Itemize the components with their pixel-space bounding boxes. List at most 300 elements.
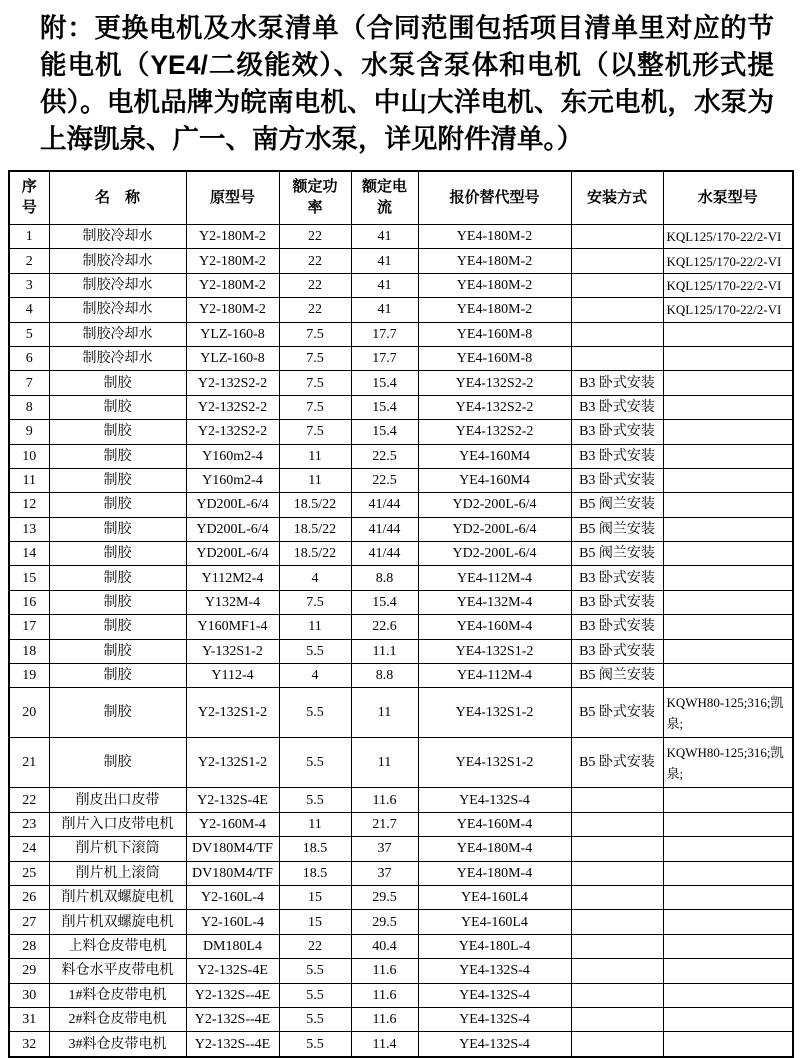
col-install-method-cell <box>571 885 663 909</box>
col-rated-power-cell: 7.5 <box>279 395 351 419</box>
col-original-model-cell: Y2-160L-4 <box>186 910 279 934</box>
col-original-model-cell: Y2-180M-2 <box>186 225 279 249</box>
table-row <box>9 468 793 492</box>
col-pump-model-cell <box>663 812 793 836</box>
col-name-cell: 制胶冷却水 <box>49 225 186 249</box>
col-rated-power-cell: 11 <box>279 812 351 836</box>
col-index-cell: 14 <box>9 542 49 566</box>
col-rated-current-cell: 15.4 <box>351 420 418 444</box>
col-replacement-model-cell: YE4-180M-4 <box>418 861 571 885</box>
col-index-cell: 2 <box>9 249 49 273</box>
col-pump-model-cell <box>663 542 793 566</box>
col-install-method-cell <box>571 225 663 249</box>
table-row <box>9 812 793 836</box>
table-row <box>9 861 793 885</box>
col-pump-model-cell: KQL125/170-22/2-VI <box>663 273 793 297</box>
col-rated-current-cell: 41 <box>351 298 418 322</box>
header-col-install-method: 安装方式 <box>571 171 663 225</box>
table-row <box>9 517 793 541</box>
col-original-model-cell: Y2-180M-2 <box>186 249 279 273</box>
col-index-cell: 10 <box>9 444 49 468</box>
col-pump-model-cell: KQL125/170-22/2-VI <box>663 298 793 322</box>
col-index-cell: 21 <box>9 738 49 788</box>
col-rated-power-cell: 5.5 <box>279 788 351 812</box>
col-install-method-cell: B5 阀兰安装 <box>571 517 663 541</box>
col-rated-power-cell: 7.5 <box>279 590 351 614</box>
table-row <box>9 298 793 322</box>
col-name-cell: 1#料仓皮带电机 <box>49 983 186 1007</box>
col-name-cell: 制胶 <box>49 493 186 517</box>
col-replacement-model-cell: YE4-132S1-2 <box>418 688 571 738</box>
col-original-model-cell: DV180M4/TF <box>186 861 279 885</box>
col-replacement-model-cell: YE4-160L4 <box>418 910 571 934</box>
col-index-cell: 11 <box>9 468 49 492</box>
col-install-method-cell <box>571 298 663 322</box>
col-rated-current-cell: 41 <box>351 249 418 273</box>
col-install-method-cell <box>571 934 663 958</box>
col-replacement-model-cell: YE4-160M-4 <box>418 812 571 836</box>
col-name-cell: 削皮出口皮带 <box>49 788 186 812</box>
col-rated-power-cell: 15 <box>279 910 351 934</box>
col-pump-model-cell <box>663 934 793 958</box>
table-row <box>9 885 793 909</box>
col-index-cell: 20 <box>9 688 49 738</box>
col-replacement-model-cell: YE4-160M4 <box>418 468 571 492</box>
col-index-cell: 9 <box>9 420 49 444</box>
col-name-cell: 制胶冷却水 <box>49 249 186 273</box>
col-original-model-cell: YD200L-6/4 <box>186 542 279 566</box>
header-col-pump-model: 水泵型号 <box>663 171 793 225</box>
col-rated-power-cell: 18.5 <box>279 861 351 885</box>
col-rated-current-cell: 8.8 <box>351 566 418 590</box>
col-index-cell: 4 <box>9 298 49 322</box>
col-rated-current-cell: 15.4 <box>351 590 418 614</box>
col-original-model-cell: Y-132S1-2 <box>186 639 279 663</box>
table-row <box>9 346 793 370</box>
col-pump-model-cell: KQL125/170-22/2-VI <box>663 249 793 273</box>
header-col-index: 序号 <box>9 171 49 225</box>
col-replacement-model-cell: YE4-132S1-2 <box>418 639 571 663</box>
col-rated-current-cell: 41/44 <box>351 542 418 566</box>
col-pump-model-cell <box>663 1032 793 1057</box>
col-name-cell: 3#料仓皮带电机 <box>49 1032 186 1057</box>
col-replacement-model-cell: YE4-180M-2 <box>418 298 571 322</box>
header-col-original-model: 原型号 <box>186 171 279 225</box>
col-original-model-cell: Y2-160L-4 <box>186 885 279 909</box>
col-name-cell: 制胶 <box>49 517 186 541</box>
col-index-cell: 26 <box>9 885 49 909</box>
col-replacement-model-cell: YD2-200L-6/4 <box>418 542 571 566</box>
col-original-model-cell: Y2-132S-4E <box>186 959 279 983</box>
col-install-method-cell: B3 卧式安装 <box>571 566 663 590</box>
col-name-cell: 制胶 <box>49 738 186 788</box>
col-pump-model-cell: KQL125/170-22/2-VI <box>663 225 793 249</box>
col-rated-current-cell: 11.4 <box>351 1032 418 1057</box>
col-replacement-model-cell: YE4-160M-8 <box>418 346 571 370</box>
col-index-cell: 5 <box>9 322 49 346</box>
col-rated-current-cell: 37 <box>351 837 418 861</box>
col-install-method-cell: B5 卧式安装 <box>571 688 663 738</box>
col-install-method-cell: B3 卧式安装 <box>571 395 663 419</box>
col-rated-power-cell: 4 <box>279 566 351 590</box>
col-original-model-cell: Y112-4 <box>186 664 279 688</box>
col-rated-power-cell: 22 <box>279 298 351 322</box>
col-index-cell: 18 <box>9 639 49 663</box>
col-replacement-model-cell: YE4-180M-2 <box>418 273 571 297</box>
col-name-cell: 削片机上滚筒 <box>49 861 186 885</box>
col-install-method-cell: B3 卧式安装 <box>571 468 663 492</box>
col-original-model-cell: YD200L-6/4 <box>186 493 279 517</box>
col-rated-power-cell: 4 <box>279 664 351 688</box>
col-install-method-cell: B5 卧式安装 <box>571 738 663 788</box>
col-rated-current-cell: 8.8 <box>351 664 418 688</box>
col-rated-power-cell: 5.5 <box>279 738 351 788</box>
col-install-method-cell <box>571 812 663 836</box>
col-name-cell: 制胶 <box>49 664 186 688</box>
col-rated-power-cell: 7.5 <box>279 420 351 444</box>
col-pump-model-cell <box>663 371 793 395</box>
col-install-method-cell: B3 卧式安装 <box>571 639 663 663</box>
col-replacement-model-cell: YE4-132S2-2 <box>418 395 571 419</box>
col-name-cell: 削片机下滚筒 <box>49 837 186 861</box>
col-index-cell: 3 <box>9 273 49 297</box>
col-install-method-cell <box>571 1007 663 1031</box>
col-index-cell: 25 <box>9 861 49 885</box>
col-rated-current-cell: 41 <box>351 225 418 249</box>
table-row <box>9 542 793 566</box>
col-index-cell: 24 <box>9 837 49 861</box>
col-replacement-model-cell: YD2-200L-6/4 <box>418 517 571 541</box>
col-rated-current-cell: 15.4 <box>351 395 418 419</box>
col-original-model-cell: Y160m2-4 <box>186 444 279 468</box>
col-replacement-model-cell: YE4-132S-4 <box>418 983 571 1007</box>
col-rated-current-cell: 11.1 <box>351 639 418 663</box>
table-row <box>9 664 793 688</box>
col-rated-current-cell: 11.6 <box>351 959 418 983</box>
table-row <box>9 983 793 1007</box>
table-row <box>9 615 793 639</box>
col-rated-current-cell: 29.5 <box>351 885 418 909</box>
col-original-model-cell: YLZ-160-8 <box>186 322 279 346</box>
col-rated-current-cell: 41/44 <box>351 493 418 517</box>
col-install-method-cell <box>571 983 663 1007</box>
header-row <box>9 171 793 225</box>
col-index-cell: 19 <box>9 664 49 688</box>
col-pump-model-cell <box>663 590 793 614</box>
col-index-cell: 31 <box>9 1007 49 1031</box>
col-name-cell: 制胶 <box>49 566 186 590</box>
col-rated-power-cell: 11 <box>279 615 351 639</box>
col-original-model-cell: Y2-180M-2 <box>186 273 279 297</box>
col-install-method-cell <box>571 249 663 273</box>
col-rated-power-cell: 7.5 <box>279 322 351 346</box>
col-original-model-cell: YLZ-160-8 <box>186 346 279 370</box>
col-replacement-model-cell: YE4-132S2-2 <box>418 420 571 444</box>
col-install-method-cell: B5 阀兰安装 <box>571 542 663 566</box>
col-install-method-cell <box>571 861 663 885</box>
col-pump-model-cell <box>663 910 793 934</box>
col-index-cell: 22 <box>9 788 49 812</box>
col-rated-current-cell: 11 <box>351 688 418 738</box>
col-original-model-cell: Y160m2-4 <box>186 468 279 492</box>
col-install-method-cell: B3 卧式安装 <box>571 444 663 468</box>
col-rated-current-cell: 41 <box>351 273 418 297</box>
col-name-cell: 制胶 <box>49 639 186 663</box>
col-original-model-cell: Y132M-4 <box>186 590 279 614</box>
col-index-cell: 6 <box>9 346 49 370</box>
col-original-model-cell: YD200L-6/4 <box>186 517 279 541</box>
col-rated-power-cell: 18.5 <box>279 837 351 861</box>
table-row <box>9 738 793 788</box>
col-install-method-cell <box>571 322 663 346</box>
col-index-cell: 16 <box>9 590 49 614</box>
col-name-cell: 2#料仓皮带电机 <box>49 1007 186 1031</box>
col-original-model-cell: Y2-132S1-2 <box>186 738 279 788</box>
col-install-method-cell: B3 卧式安装 <box>571 420 663 444</box>
col-name-cell: 制胶 <box>49 444 186 468</box>
col-name-cell: 削片入口皮带电机 <box>49 812 186 836</box>
col-original-model-cell: Y2-132S-4E <box>186 788 279 812</box>
table-row <box>9 1032 793 1057</box>
table-row <box>9 273 793 297</box>
col-index-cell: 15 <box>9 566 49 590</box>
col-pump-model-cell <box>663 420 793 444</box>
col-pump-model-cell <box>663 639 793 663</box>
col-rated-power-cell: 5.5 <box>279 983 351 1007</box>
col-replacement-model-cell: YE4-112M-4 <box>418 566 571 590</box>
col-name-cell: 制胶 <box>49 590 186 614</box>
col-pump-model-cell <box>663 959 793 983</box>
col-rated-power-cell: 15 <box>279 885 351 909</box>
col-original-model-cell: Y2-160M-4 <box>186 812 279 836</box>
col-pump-model-cell <box>663 837 793 861</box>
col-index-cell: 30 <box>9 983 49 1007</box>
col-rated-current-cell: 29.5 <box>351 910 418 934</box>
col-replacement-model-cell: YE4-132S-4 <box>418 1032 571 1057</box>
col-rated-current-cell: 22.5 <box>351 468 418 492</box>
header-col-name: 名 称 <box>49 171 186 225</box>
col-pump-model-cell: KQWH80-125;316;凯泉; <box>663 688 793 738</box>
table-row <box>9 420 793 444</box>
col-replacement-model-cell: YE4-160M-4 <box>418 615 571 639</box>
table-row <box>9 959 793 983</box>
table-row <box>9 566 793 590</box>
col-rated-power-cell: 11 <box>279 468 351 492</box>
col-original-model-cell: Y2-132S--4E <box>186 1007 279 1031</box>
table-row <box>9 934 793 958</box>
col-original-model-cell: Y2-132S2-2 <box>186 420 279 444</box>
col-pump-model-cell <box>663 346 793 370</box>
header-col-rated-current: 额定电流 <box>351 171 418 225</box>
table-row <box>9 837 793 861</box>
table-row <box>9 322 793 346</box>
col-original-model-cell: Y2-132S1-2 <box>186 688 279 738</box>
col-rated-current-cell: 17.7 <box>351 346 418 370</box>
col-rated-power-cell: 5.5 <box>279 959 351 983</box>
col-pump-model-cell <box>663 983 793 1007</box>
col-replacement-model-cell: YE4-132S2-2 <box>418 371 571 395</box>
motor-pump-replacement-table <box>8 170 794 1058</box>
col-rated-current-cell: 17.7 <box>351 322 418 346</box>
col-original-model-cell: DV180M4/TF <box>186 837 279 861</box>
col-pump-model-cell <box>663 615 793 639</box>
table-row <box>9 1007 793 1031</box>
col-pump-model-cell <box>663 885 793 909</box>
col-rated-current-cell: 11.6 <box>351 788 418 812</box>
col-pump-model-cell <box>663 444 793 468</box>
header-col-replacement-model: 报价替代型号 <box>418 171 571 225</box>
col-name-cell: 制胶 <box>49 371 186 395</box>
col-index-cell: 13 <box>9 517 49 541</box>
col-install-method-cell <box>571 1032 663 1057</box>
col-original-model-cell: Y2-132S--4E <box>186 1032 279 1057</box>
table-body <box>9 225 793 1057</box>
col-name-cell: 制胶冷却水 <box>49 273 186 297</box>
col-original-model-cell: Y2-132S2-2 <box>186 395 279 419</box>
col-install-method-cell <box>571 346 663 370</box>
col-replacement-model-cell: YE4-132S1-2 <box>418 738 571 788</box>
col-replacement-model-cell: YE4-180M-2 <box>418 249 571 273</box>
col-install-method-cell <box>571 788 663 812</box>
col-replacement-model-cell: YE4-132S-4 <box>418 788 571 812</box>
col-rated-power-cell: 18.5/22 <box>279 517 351 541</box>
table-row <box>9 371 793 395</box>
col-install-method-cell <box>571 910 663 934</box>
col-rated-power-cell: 22 <box>279 273 351 297</box>
table-row <box>9 788 793 812</box>
col-name-cell: 削片机双螺旋电机 <box>49 910 186 934</box>
col-install-method-cell: B3 卧式安装 <box>571 590 663 614</box>
col-original-model-cell: Y2-132S--4E <box>186 983 279 1007</box>
col-install-method-cell <box>571 959 663 983</box>
col-pump-model-cell <box>663 788 793 812</box>
col-rated-power-cell: 18.5/22 <box>279 493 351 517</box>
col-original-model-cell: Y2-180M-2 <box>186 298 279 322</box>
col-pump-model-cell <box>663 468 793 492</box>
table-row <box>9 249 793 273</box>
col-rated-power-cell: 5.5 <box>279 639 351 663</box>
table-row <box>9 225 793 249</box>
col-rated-current-cell: 22.5 <box>351 444 418 468</box>
col-name-cell: 制胶冷却水 <box>49 298 186 322</box>
col-index-cell: 17 <box>9 615 49 639</box>
col-install-method-cell <box>571 837 663 861</box>
col-rated-power-cell: 22 <box>279 249 351 273</box>
col-rated-current-cell: 22.6 <box>351 615 418 639</box>
col-install-method-cell: B3 卧式安装 <box>571 615 663 639</box>
col-rated-current-cell: 11 <box>351 738 418 788</box>
col-name-cell: 制胶 <box>49 420 186 444</box>
col-rated-power-cell: 5.5 <box>279 1032 351 1057</box>
col-pump-model-cell <box>663 1007 793 1031</box>
col-index-cell: 28 <box>9 934 49 958</box>
col-install-method-cell: B5 阀兰安装 <box>571 664 663 688</box>
table-row <box>9 444 793 468</box>
col-rated-power-cell: 22 <box>279 225 351 249</box>
col-pump-model-cell <box>663 566 793 590</box>
col-name-cell: 制胶 <box>49 615 186 639</box>
col-rated-power-cell: 5.5 <box>279 688 351 738</box>
col-install-method-cell <box>571 273 663 297</box>
table-row <box>9 590 793 614</box>
col-original-model-cell: DM180L4 <box>186 934 279 958</box>
col-index-cell: 29 <box>9 959 49 983</box>
col-name-cell: 制胶冷却水 <box>49 322 186 346</box>
col-rated-current-cell: 40.4 <box>351 934 418 958</box>
col-replacement-model-cell: YE4-180M-4 <box>418 837 571 861</box>
col-replacement-model-cell: YD2-200L-6/4 <box>418 493 571 517</box>
col-pump-model-cell <box>663 395 793 419</box>
col-index-cell: 23 <box>9 812 49 836</box>
col-name-cell: 制胶 <box>49 688 186 738</box>
col-pump-model-cell <box>663 517 793 541</box>
col-rated-current-cell: 15.4 <box>351 371 418 395</box>
col-name-cell: 上料仓皮带电机 <box>49 934 186 958</box>
col-rated-current-cell: 11.6 <box>351 983 418 1007</box>
col-rated-power-cell: 7.5 <box>279 371 351 395</box>
table-row <box>9 639 793 663</box>
col-pump-model-cell <box>663 664 793 688</box>
col-name-cell: 制胶冷却水 <box>49 346 186 370</box>
col-index-cell: 8 <box>9 395 49 419</box>
col-replacement-model-cell: YE4-180L-4 <box>418 934 571 958</box>
table-row <box>9 688 793 738</box>
col-original-model-cell: Y160MF1-4 <box>186 615 279 639</box>
table-row <box>9 910 793 934</box>
col-pump-model-cell <box>663 493 793 517</box>
col-name-cell: 制胶 <box>49 468 186 492</box>
header-col-rated-power: 额定功率 <box>279 171 351 225</box>
col-index-cell: 27 <box>9 910 49 934</box>
col-rated-power-cell: 7.5 <box>279 346 351 370</box>
table-row <box>9 395 793 419</box>
col-original-model-cell: Y112M2-4 <box>186 566 279 590</box>
col-rated-current-cell: 11.6 <box>351 1007 418 1031</box>
col-index-cell: 7 <box>9 371 49 395</box>
col-name-cell: 制胶 <box>49 542 186 566</box>
col-index-cell: 32 <box>9 1032 49 1057</box>
col-install-method-cell: B5 阀兰安装 <box>571 493 663 517</box>
col-name-cell: 削片机双螺旋电机 <box>49 885 186 909</box>
attachment-title: 附：更换电机及水泵清单（合同范围包括项目清单里对应的节能电机（YE4/二级能效）、水泵含泵体和电机（以整机形式提供）。电机品牌为皖南电机、中山大洋电机、东元电机，水泵为上海凯泉、广一、南方水泵，详见附件清单。） <box>40 13 774 154</box>
col-pump-model-cell <box>663 322 793 346</box>
col-rated-current-cell: 21.7 <box>351 812 418 836</box>
col-rated-power-cell: 11 <box>279 444 351 468</box>
col-replacement-model-cell: YE4-160M4 <box>418 444 571 468</box>
col-index-cell: 1 <box>9 225 49 249</box>
col-pump-model-cell <box>663 861 793 885</box>
col-rated-power-cell: 22 <box>279 934 351 958</box>
col-replacement-model-cell: YE4-132S-4 <box>418 959 571 983</box>
col-replacement-model-cell: YE4-180M-2 <box>418 225 571 249</box>
col-pump-model-cell: KQWH80-125;316;凯泉; <box>663 738 793 788</box>
col-rated-power-cell: 18.5/22 <box>279 542 351 566</box>
col-index-cell: 12 <box>9 493 49 517</box>
col-name-cell: 料仓水平皮带电机 <box>49 959 186 983</box>
table-row <box>9 493 793 517</box>
col-original-model-cell: Y2-132S2-2 <box>186 371 279 395</box>
col-replacement-model-cell: YE4-160M-8 <box>418 322 571 346</box>
col-replacement-model-cell: YE4-112M-4 <box>418 664 571 688</box>
col-replacement-model-cell: YE4-132M-4 <box>418 590 571 614</box>
col-rated-current-cell: 41/44 <box>351 517 418 541</box>
col-name-cell: 制胶 <box>49 395 186 419</box>
col-install-method-cell: B3 卧式安装 <box>571 371 663 395</box>
col-replacement-model-cell: YE4-160L4 <box>418 885 571 909</box>
col-rated-current-cell: 37 <box>351 861 418 885</box>
col-rated-power-cell: 5.5 <box>279 1007 351 1031</box>
col-replacement-model-cell: YE4-132S-4 <box>418 1007 571 1031</box>
